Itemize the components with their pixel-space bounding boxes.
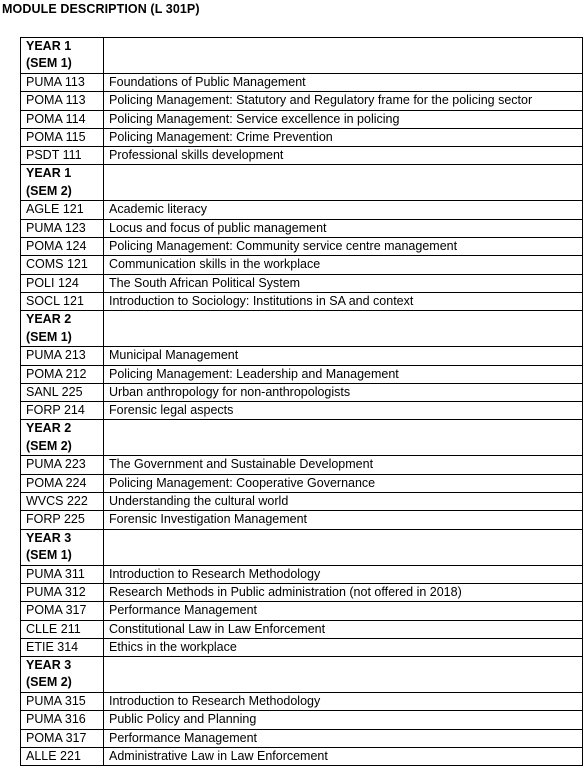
module-name: Constitutional Law in Law Enforcement [104,620,583,638]
module-name: Performance Management [104,729,583,747]
module-row [21,274,583,292]
module-row [21,402,583,420]
section-header-row [21,657,583,693]
module-name: Public Policy and Planning [104,711,583,729]
module-table-body [21,38,583,766]
section-header-empty-cell [104,311,583,347]
section-header-cell [21,311,104,347]
module-row [21,292,583,310]
module-code: PUMA 316 [21,711,104,729]
section-header-cell [21,420,104,456]
module-name: Ethics in the workplace [104,638,583,656]
module-row [21,493,583,511]
section-header-empty-cell [104,420,583,456]
module-row [21,238,583,256]
module-row [21,128,583,146]
module-code: PUMA 113 [21,74,104,92]
module-name: Urban anthropology for non-anthropologists [104,383,583,401]
module-name: Academic literacy [104,201,583,219]
module-name: Introduction to Research Methodology [104,693,583,711]
section-semester: (SEM 2) [26,675,72,690]
module-name: Policing Management: Crime Prevention [104,128,583,146]
module-row [21,456,583,474]
module-code: FORP 225 [21,511,104,529]
module-row [21,565,583,583]
module-row [21,256,583,274]
section-header-row [21,529,583,565]
module-row [21,748,583,766]
module-code: FORP 214 [21,402,104,420]
module-row [21,383,583,401]
module-name: Professional skills development [104,147,583,165]
module-row [21,365,583,383]
module-row [21,729,583,747]
module-name: Policing Management: Cooperative Governance [104,474,583,492]
module-row [21,711,583,729]
module-table [20,37,583,766]
section-header-empty-cell [104,657,583,693]
section-header-cell [21,38,104,74]
module-code: AGLE 121 [21,201,104,219]
module-code: POMA 124 [21,238,104,256]
module-name: Policing Management: Service excellence in policing [104,110,583,128]
module-code: SOCL 121 [21,292,104,310]
module-row [21,620,583,638]
module-name: Introduction to Sociology: Institutions in SA and context [104,292,583,310]
module-row [21,74,583,92]
module-code: POMA 115 [21,128,104,146]
module-name: Forensic legal aspects [104,402,583,420]
module-row [21,693,583,711]
section-header-empty-cell [104,529,583,565]
section-semester: (SEM 2) [26,438,72,453]
module-code: COMS 121 [21,256,104,274]
section-semester: (SEM 1) [26,329,72,344]
module-code: PSDT 111 [21,147,104,165]
module-row [21,511,583,529]
module-name: The Government and Sustainable Development [104,456,583,474]
module-row [21,638,583,656]
module-name: Communication skills in the workplace [104,256,583,274]
module-name: Foundations of Public Management [104,74,583,92]
module-name: Understanding the cultural world [104,493,583,511]
module-row [21,110,583,128]
module-code: ALLE 221 [21,748,104,766]
section-year: YEAR 3 [26,658,72,673]
section-year: YEAR 2 [26,421,72,436]
module-code: POMA 224 [21,474,104,492]
module-code: ETIE 314 [21,638,104,656]
section-year: YEAR 1 [26,166,72,181]
module-name: Introduction to Research Methodology [104,565,583,583]
section-header-row [21,38,583,74]
module-row [21,474,583,492]
module-code: PUMA 123 [21,219,104,237]
module-row [21,147,583,165]
module-name: Performance Management [104,602,583,620]
section-header-row [21,165,583,201]
module-code: WVCS 222 [21,493,104,511]
section-header-cell [21,657,104,693]
module-code: PUMA 312 [21,583,104,601]
module-code: CLLE 211 [21,620,104,638]
module-name: Administrative Law in Law Enforcement [104,748,583,766]
module-code: PUMA 311 [21,565,104,583]
module-code: POMA 114 [21,110,104,128]
module-code: POMA 317 [21,602,104,620]
module-code: PUMA 315 [21,693,104,711]
section-header-cell [21,165,104,201]
section-semester: (SEM 1) [26,56,72,71]
section-header-cell [21,529,104,565]
module-name: Locus and focus of public management [104,219,583,237]
section-header-empty-cell [104,165,583,201]
module-name: The South African Political System [104,274,583,292]
module-code: PUMA 213 [21,347,104,365]
module-code: POMA 317 [21,729,104,747]
module-code: POMA 113 [21,92,104,110]
module-name: Policing Management: Statutory and Regulatory frame for the policing sector [104,92,583,110]
module-name: Forensic Investigation Management [104,511,583,529]
module-code: POMA 212 [21,365,104,383]
section-semester: (SEM 2) [26,183,72,198]
section-semester: (SEM 1) [26,547,72,562]
section-header-row [21,420,583,456]
module-row [21,583,583,601]
module-name: Research Methods in Public administration (not offered in 2018) [104,583,583,601]
section-year: YEAR 1 [26,39,72,53]
module-row [21,92,583,110]
section-year: YEAR 3 [26,530,72,545]
section-header-row [21,311,583,347]
document-title: MODULE DESCRIPTION (L 301P) [2,2,200,16]
module-code: POLI 124 [21,274,104,292]
module-row [21,201,583,219]
section-header-empty-cell [104,38,583,74]
module-row [21,602,583,620]
module-name: Policing Management: Leadership and Management [104,365,583,383]
module-code: PUMA 223 [21,456,104,474]
module-name: Municipal Management [104,347,583,365]
module-name: Policing Management: Community service centre management [104,238,583,256]
module-code: SANL 225 [21,383,104,401]
module-row [21,347,583,365]
section-year: YEAR 2 [26,312,72,327]
module-row [21,219,583,237]
